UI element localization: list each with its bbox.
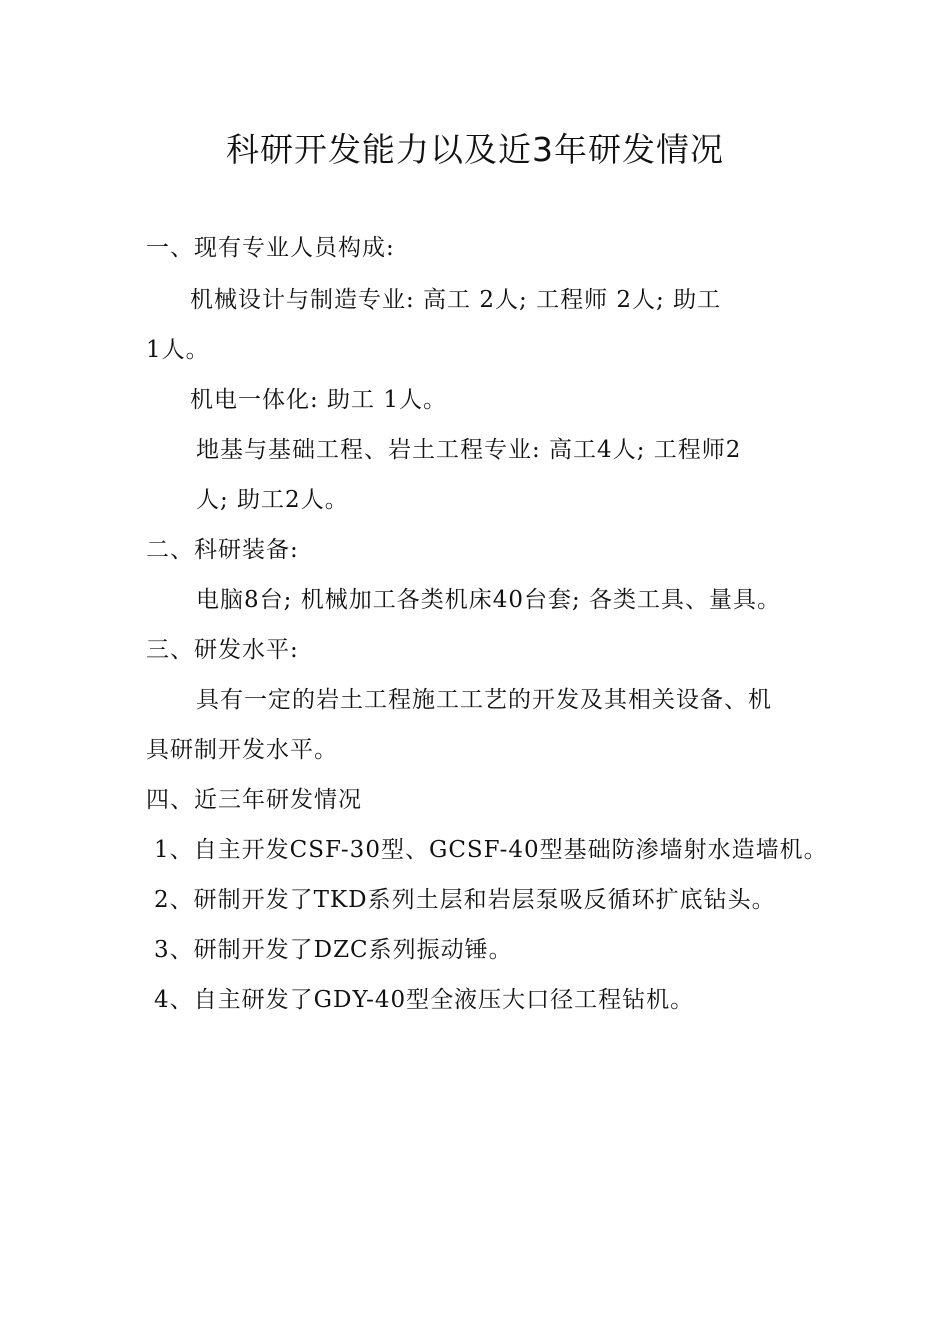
list-item: 3、研制开发了DZC系列振动锤。 xyxy=(154,937,513,963)
list-item: 2、研制开发了TKD系列土层和岩层泵吸反循环扩底钻头。 xyxy=(154,887,776,913)
section-heading-personnel: 一、现有专业人员构成: xyxy=(146,235,395,261)
paragraph-mechanical-staff: 机械设计与制造专业: 高工 2人; 工程师 2人; 助工 xyxy=(190,287,722,313)
paragraph-electromechanical-staff: 机电一体化: 助工 1人。 xyxy=(190,387,448,413)
list-item: 4、自主研发了GDY-40型全液压大口径工程钻机。 xyxy=(154,987,695,1013)
page-title: 科研开发能力以及近3年研发情况 xyxy=(226,130,724,169)
section-heading-equipment: 二、科研装备: xyxy=(146,537,299,563)
list-item: 1、自主开发CSF-30型、GCSF-40型基础防渗墙射水造墙机。 xyxy=(154,837,828,863)
paragraph-geotechnical-staff-cont: 人; 助工2人。 xyxy=(196,487,349,513)
paragraph-equipment: 电脑8台; 机械加工各类机床40台套; 各类工具、量具。 xyxy=(196,587,782,613)
paragraph-geotechnical-staff: 地基与基础工程、岩土工程专业: 高工4人; 工程师2 xyxy=(196,437,742,463)
section-heading-rd-level: 三、研发水平: xyxy=(146,637,299,663)
paragraph-mechanical-staff-cont: 1人。 xyxy=(146,337,210,363)
paragraph-rd-level-cont: 具研制开发水平。 xyxy=(146,737,338,763)
paragraph-rd-level: 具有一定的岩土工程施工工艺的开发及其相关设备、机 xyxy=(196,687,772,713)
section-heading-recent-rd: 四、近三年研发情况 xyxy=(146,787,362,813)
